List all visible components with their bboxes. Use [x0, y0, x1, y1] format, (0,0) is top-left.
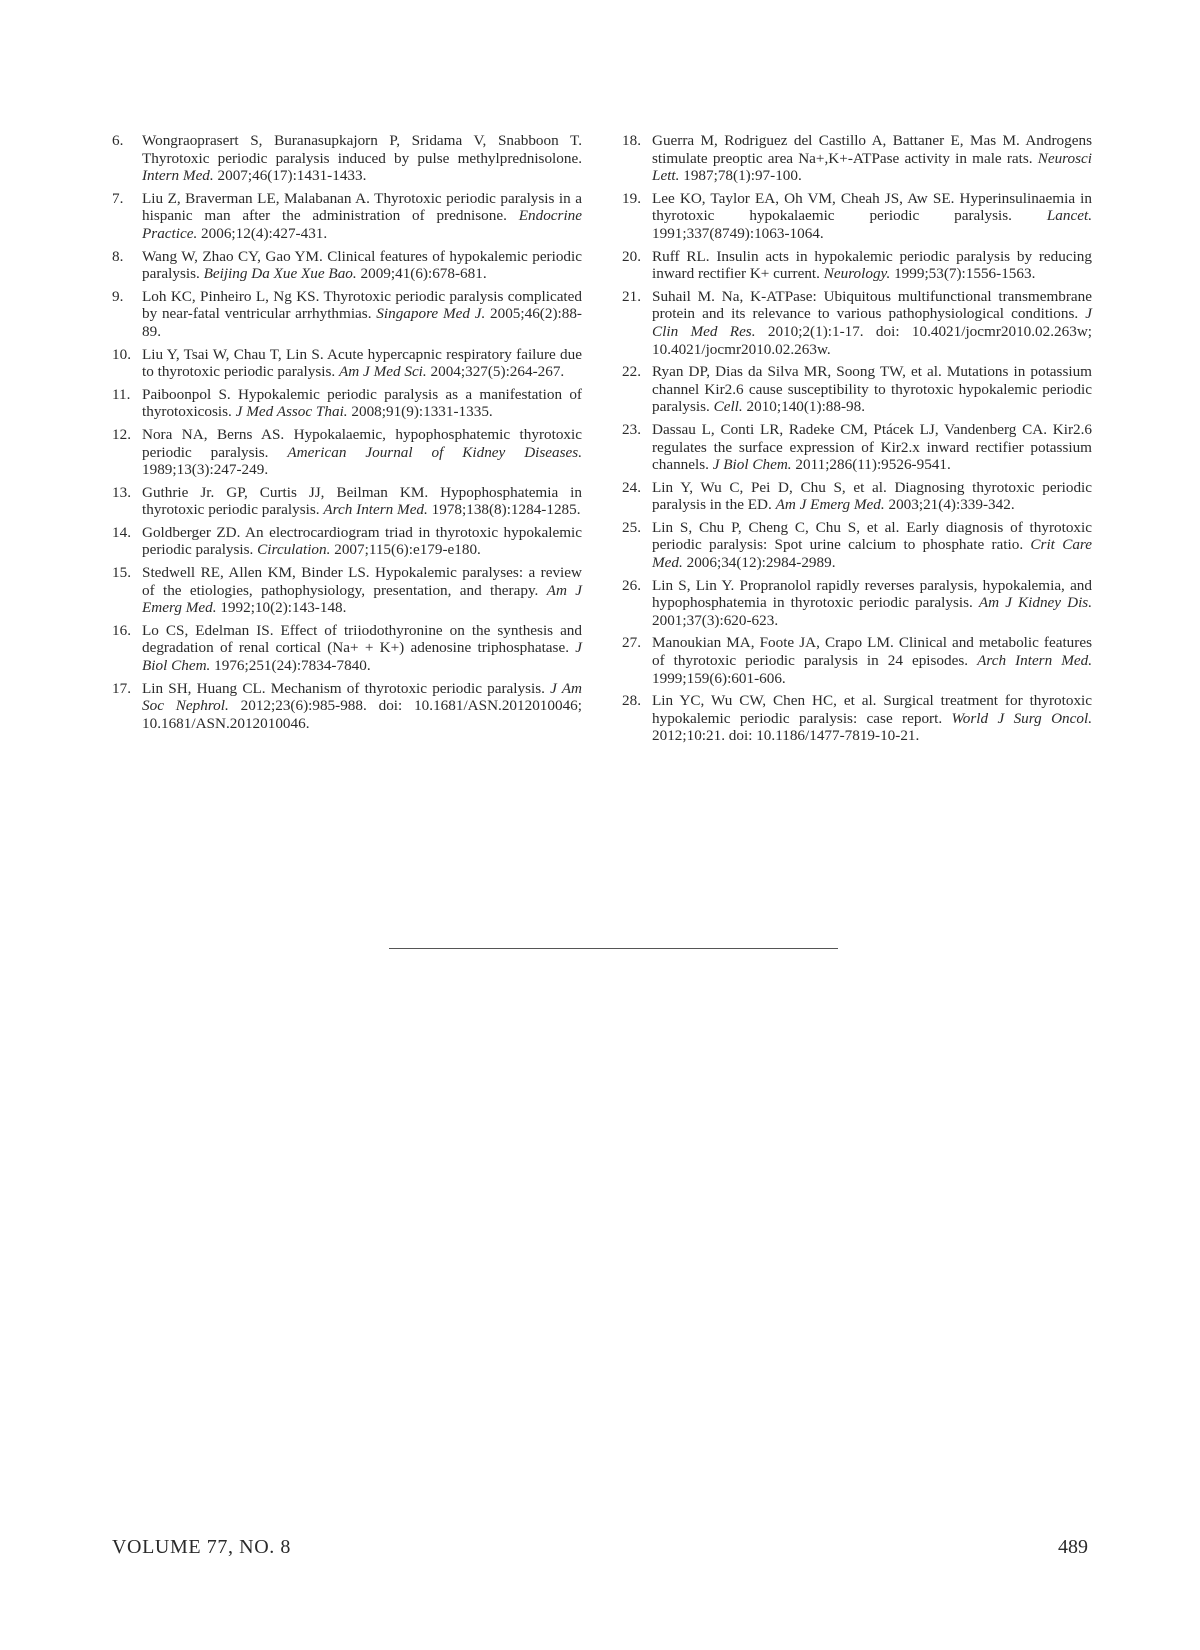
reference-item	[622, 519, 1092, 572]
journal-name: World J Surg Oncol.	[951, 709, 1092, 727]
reference-number: 15.	[112, 564, 131, 582]
reference-text: Wongraoprasert S, Buranasupkajorn P, Sridama V, Snabboon T. Thyrotoxic periodic paralysis induced by pulse methylprednisolone. Intern Med. 2007;46(17):1431-1433.	[142, 132, 582, 185]
journal-name: Arch Intern Med.	[977, 652, 1092, 670]
journal-name: Intern Med.	[142, 167, 214, 185]
journal-name: J Am Soc Nephrol.	[142, 679, 582, 715]
journal-volume-footer: VOLUME 77, NO. 8	[112, 1536, 292, 1558]
reference-number: 7.	[112, 189, 124, 207]
reference-text: Lin S, Lin Y. Propranolol rapidly reverses paralysis, hypokalemia, and hypophosphatemia in thyrotoxic periodic paralysis. Am J Kidney Dis. 2001;37(3):620-623.	[652, 576, 1092, 629]
journal-name: Am J Emerg Med.	[775, 496, 885, 514]
reference-item	[112, 524, 582, 559]
reference-text: Nora NA, Berns AS. Hypokalaemic, hypophosphatemic thyrotoxic periodic paralysis. American Journal of Kidney Diseases. 1989;13(3):247-249.	[142, 425, 582, 479]
reference-number: 10.	[112, 345, 131, 363]
journal-name: Endocrine Practice.	[142, 207, 582, 242]
references-section	[112, 132, 1092, 750]
journal-name: Lancet.	[1046, 207, 1092, 225]
reference-number: 19.	[622, 189, 641, 207]
journal-name: Am J Med Sci.	[338, 363, 427, 381]
section-divider	[389, 948, 838, 949]
reference-text: Lo CS, Edelman IS. Effect of triiodothyronine on the synthesis and degradation of renal cortical (Na+ + K+) adenosine triphosphatase. J Biol Chem. 1976;251(24):7834-7840.	[142, 621, 582, 675]
journal-name: J Clin Med Res.	[652, 305, 1092, 340]
page-number: 489	[1058, 1536, 1088, 1558]
reference-number: 27.	[622, 634, 641, 652]
reference-item	[622, 132, 1092, 185]
reference-number: 14.	[112, 523, 131, 541]
reference-number: 17.	[112, 679, 131, 697]
reference-number: 28.	[622, 692, 641, 710]
reference-item	[622, 421, 1092, 474]
journal-name: American Journal of Kidney Diseases.	[287, 443, 582, 461]
reference-text: Paiboonpol S. Hypokalemic periodic paralysis as a manifestation of thyrotoxicosis. J Med Assoc Thai. 2008;91(9):1331-1335.	[142, 385, 582, 421]
journal-name: Am J Emerg Med.	[142, 581, 582, 617]
reference-text: Ruff RL. Insulin acts in hypokalemic periodic paralysis by reducing inward rectifier K+ current. Neurology. 1999;53(7):1556-1563.	[652, 247, 1092, 283]
reference-text: Lin SH, Huang CL. Mechanism of thyrotoxic periodic paralysis. J Am Soc Nephrol. 2012;23(6):985-988. doi: 10.1681/ASN.2012010046; 10.1681/ASN.2012010046.	[142, 679, 582, 732]
reference-text: Loh KC, Pinheiro L, Ng KS. Thyrotoxic periodic paralysis complicated by near-fatal ventricular arrhythmias. Singapore Med J. 2005;46(2):88-89.	[142, 287, 582, 340]
reference-text: Dassau L, Conti LR, Radeke CM, Ptácek LJ, Vandenberg CA. Kir2.6 regulates the surface expression of Kir2.x inward rectifier potassium channels. J Biol Chem. 2011;286(11):9526-9541.	[652, 420, 1092, 474]
reference-item	[112, 190, 582, 243]
reference-item	[112, 680, 582, 733]
reference-item	[622, 248, 1092, 283]
reference-number: 12.	[112, 425, 131, 443]
reference-text: Suhail M. Na, K-ATPase: Ubiquitous multifunctional transmembrane protein and its relevance to various pathophysiological conditions. J Clin Med Res. 2010;2(1):1-17. doi: 10.4021/jocmr2010.02.263w; 10.4021/jocmr2010.02.263w.	[652, 287, 1093, 358]
journal-name: J Biol Chem.	[142, 639, 582, 675]
journal-name: Cell.	[713, 398, 743, 416]
reference-number: 18.	[622, 132, 641, 149]
reference-number: 22.	[622, 363, 641, 381]
reference-text: Lee KO, Taylor EA, Oh VM, Cheah JS, Aw SE. Hyperinsulinaemia in thyrotoxic hypokalaemic periodic paralysis. Lancet. 1991;337(8749):1063-1064.	[652, 189, 1092, 242]
reference-number: 6.	[112, 132, 124, 149]
reference-item	[622, 634, 1092, 687]
reference-text: Stedwell RE, Allen KM, Binder LS. Hypokalemic paralyses: a review of the etiologies, pathophysiology, presentation, and therapy. Am J Emerg Med. 1992;10(2):143-148.	[142, 564, 582, 617]
reference-text: Lin Y, Wu C, Pei D, Chu S, et al. Diagnosing thyrotoxic periodic paralysis in the ED. Am J Emerg Med. 2003;21(4):339-342.	[652, 478, 1092, 514]
journal-name: Beijing Da Xue Xue Bao.	[203, 265, 357, 283]
journal-name: J Biol Chem.	[712, 456, 792, 474]
reference-item	[112, 622, 582, 675]
reference-number: 20.	[622, 247, 641, 265]
reference-item	[622, 288, 1092, 358]
journal-name: Crit Care Med.	[652, 536, 1092, 572]
reference-item	[112, 484, 582, 519]
reference-item	[112, 426, 582, 479]
reference-item	[622, 363, 1092, 416]
reference-item	[622, 577, 1092, 630]
reference-item	[112, 386, 582, 421]
reference-number: 13.	[112, 483, 131, 501]
reference-text: Guerra M, Rodriguez del Castillo A, Battaner E, Mas M. Androgens stimulate preoptic area Na+,K+-ATPase activity in male rats. Neurosci Lett. 1987;78(1):97-100.	[652, 132, 1092, 185]
reference-number: 23.	[622, 420, 641, 438]
reference-number: 11.	[112, 385, 131, 403]
reference-number: 9.	[112, 287, 124, 305]
reference-item	[112, 564, 582, 617]
reference-text: Goldberger ZD. An electrocardiogram triad in thyrotoxic hypokalemic periodic paralysis. Circulation. 2007;115(6):e179-e180.	[142, 523, 582, 559]
reference-text: Lin YC, Wu CW, Chen HC, et al. Surgical treatment for thyrotoxic hypokalemic periodic paralysis: case report. World J Surg Oncol. 2012;10:21. doi: 10.1186/1477-7819-10-21.	[652, 692, 1092, 745]
journal-name: Am J Kidney Dis.	[978, 594, 1092, 612]
reference-number: 8.	[112, 247, 124, 265]
reference-item	[622, 190, 1092, 243]
reference-text: Lin S, Chu P, Cheng C, Chu S, et al. Early diagnosis of thyrotoxic periodic paralysis: Spot urine calcium to phosphate ratio. Crit Care Med. 2006;34(12):2984-2989.	[652, 518, 1092, 572]
reference-text: Ryan DP, Dias da Silva MR, Soong TW, et al. Mutations in potassium channel Kir2.6 cause susceptibility to thyrotoxic hypokalemic periodic paralysis. Cell. 2010;140(1):88-98.	[652, 363, 1092, 416]
journal-name: Singapore Med J.	[376, 305, 486, 323]
reference-column-left	[112, 132, 582, 750]
reference-text: Wang W, Zhao CY, Gao YM. Clinical features of hypokalemic periodic paralysis. Beijing Da Xue Xue Bao. 2009;41(6):678-681.	[142, 247, 582, 283]
reference-text: Manoukian MA, Foote JA, Crapo LM. Clinical and metabolic features of thyrotoxic periodic paralysis in 24 episodes. Arch Intern Med. 1999;159(6):601-606.	[652, 634, 1092, 687]
journal-name: Neurology.	[823, 265, 891, 283]
reference-text: Liu Y, Tsai W, Chau T, Lin S. Acute hypercapnic respiratory failure due to thyrotoxic periodic paralysis. Am J Med Sci. 2004;327(5):264-267.	[142, 345, 582, 381]
journal-name: Arch Intern Med.	[323, 501, 428, 519]
journal-name: J Med Assoc Thai.	[235, 403, 348, 421]
journal-name: Neurosci Lett.	[652, 149, 1092, 185]
reference-text: Liu Z, Braverman LE, Malabanan A. Thyrotoxic periodic paralysis in a hispanic man after the administration of prednisone. Endocrine Practice. 2006;12(4):427-431.	[142, 189, 582, 242]
reference-item	[622, 479, 1092, 514]
reference-number: 26.	[622, 576, 641, 594]
journal-name: Circulation.	[257, 541, 331, 559]
reference-number: 25.	[622, 518, 641, 536]
reference-number: 16.	[112, 621, 131, 639]
reference-item	[112, 248, 582, 283]
reference-item	[112, 132, 582, 185]
reference-item	[622, 692, 1092, 745]
reference-item	[112, 346, 582, 381]
reference-item	[112, 288, 582, 341]
reference-column-right	[622, 132, 1092, 750]
reference-number: 24.	[622, 478, 641, 496]
reference-number: 21.	[622, 287, 641, 305]
reference-text: Guthrie Jr. GP, Curtis JJ, Beilman KM. Hypophosphatemia in thyrotoxic periodic paralysis. Arch Intern Med. 1978;138(8):1284-1285.	[142, 483, 582, 519]
